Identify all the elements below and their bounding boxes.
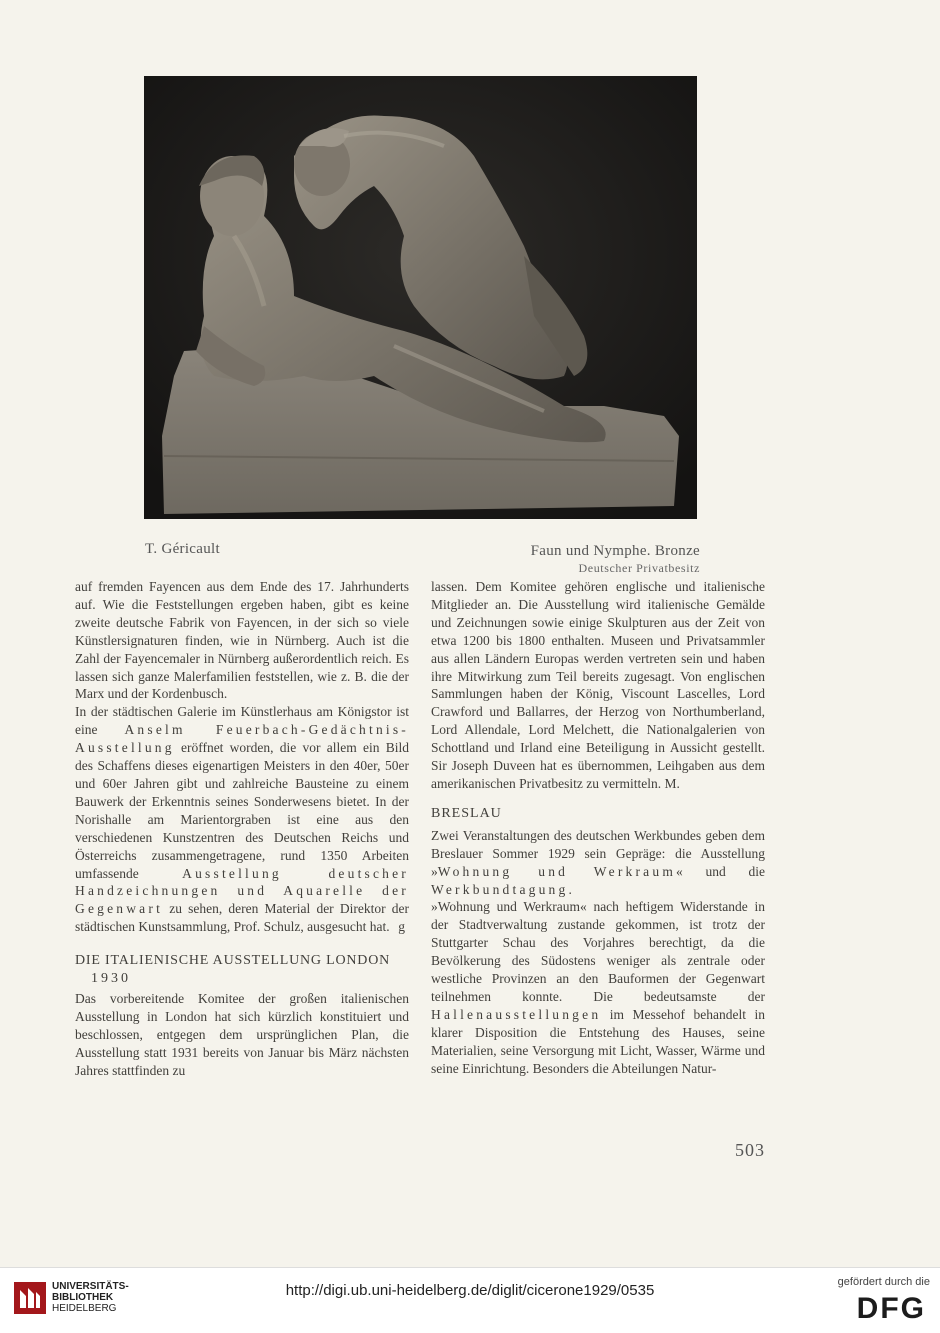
paragraph-text: »Wohnung und Werkraum« nach heftigem Widerstande in der Stadtverwaltung zustande gekommen, ist trotz der Stuttgarter Schau des Vorjahres berechtigt, da die Bevölkerung des Südostens weniger als zentrale oder westliche Provinzen an den Bauformen der Gegenwart teilnehmen konnte. Die bedeutsamste der [431, 899, 765, 1004]
sculpture-image [144, 76, 697, 519]
section-heading-year: 1930 [91, 971, 131, 987]
author-mark: g [398, 919, 405, 935]
library-name-line3: HEIDELBERG [52, 1303, 117, 1314]
paragraph-text: eröffnet worden, die vor allem ein Bild des Schaffens dieses eigenartigen Meisters in den 40er, 50er und 60er Jahren gibt und zahlreiche Bausteine zu einem Bauwerk der Erkenntnis seines Sonderwesens bietet. In der Norishalle am Marientorgraben ist eine aus den verschiedenen Kunstzentren des Deutschen Reichs und Österreichs zusammengetragene, rund 1350 Arbeiten umfassende [75, 740, 410, 881]
emphasized-text: Hallenausstellungen [431, 1006, 602, 1022]
dfg-logo: DFG [856, 1292, 926, 1325]
funded-by-label: gefördert durch die [837, 1276, 930, 1288]
text-column-left [75, 578, 409, 1080]
page-number: 503 [735, 1140, 765, 1160]
paragraph-text: In der städtischen Galerie im Künstlerhaus am Königstor ist eine [75, 704, 409, 738]
library-name-line2: BIBLIOTHEK [52, 1292, 114, 1303]
paragraph [431, 827, 765, 899]
paragraph-text: . [568, 881, 572, 897]
paragraph: lassen. Dem Komitee gehören englische und italienische Mitglieder an. Die Ausstellung wird italienische Gemälde und Zeichnungen sowie einige Skulpturen aus der Zeit von etwa 1200 bis 1800 enthalten. Museen und Privatsammler aus allen Ländern Europas werden vertreten sein und haben ihre Mitwirkung zum Teil bereits zugesagt. Von englischen Sammlungen haben der König, Viscount Lascelles, Lord Crawford und Ballarres, der Herzog von Northumberland, Lord Allendale, Lord Melchett, die Nationalgalerien von Schottland und Irland eine Beteiligung in Aussicht gestellt. Sir Joseph Duveen hat es übernommen, Leihgaben aus dem amerikanischen Privatbesitz zu vermitteln. M. [431, 579, 765, 791]
photo-caption-artist: T. Géricault [145, 541, 220, 557]
paragraph-text: zu sehen, deren Material der Direktor der städtischen Kunstsammlung, Prof. Schulz, ausgesucht hat. [75, 901, 409, 935]
footer-bar [0, 1267, 940, 1333]
library-name-line1: UNIVERSITÄTS- [52, 1281, 129, 1292]
document-url-link[interactable]: http://digi.ub.uni-heidelberg.de/diglit/cicerone1929/0535 [285, 1282, 655, 1299]
paragraph: auf fremden Fayencen aus dem Ende des 17. Jahrhunderts auf. Wie die Feststellungen ergeben haben, gibt es keine zweite deutsche Fabrik von Fayencen, in der sich so viele Künstlersignaturen finden, wie in Nürnberg. Auch ist die Zahl der Fayencemaler in Nürnberg außerordentlich reich. Es lassen sich ganze Malerfamilien feststellen, wie z. B. die der Marx und der Kordenbusch. [75, 579, 409, 702]
text-column-right [431, 578, 765, 1077]
paragraph [75, 703, 409, 936]
section-heading: BRESLAU [431, 805, 502, 821]
paragraph-text: Zwei Veranstaltungen des deutschen Werkbundes geben dem Breslauer Sommer 1929 sein Gepräge: die Ausstellung » [431, 827, 765, 879]
paragraph-text: « und die [676, 863, 765, 879]
emphasized-text: Anselm Feuerbach-Gedächtnis-Ausstellung [75, 722, 410, 756]
emphasized-text: Wohnung und Werkraum [437, 863, 677, 879]
photo-caption [531, 543, 700, 576]
section-heading-title: DIE ITALIENISCHE AUSSTELLUNG LONDON [75, 953, 391, 969]
emphasized-text: Werkbundtagung [431, 881, 569, 897]
photo-caption-title: Faun und Nymphe. Bronze [530, 543, 700, 559]
paragraph: Das vorbereitende Komitee der großen italienischen Ausstellung in London hat sich kürzlich konstituiert und beschlossen, entgegen dem ursprünglichen Plan, die Ausstellung statt 1931 bereits von Januar bis März nächsten Jahres stattfinden zu [75, 991, 409, 1078]
emphasized-text: Ausstellung deutscher Handzeichnungen und Aquarelle der Gegenwart [75, 865, 409, 917]
paragraph-text: im Messehof behandelt in klarer Disposition die Entstehung des Hauses, seine Materialien, seine Versorgung mit Licht, Wasser, Wärme und seine Einrichtung. Besonders die Abteilungen Natur- [431, 1006, 765, 1076]
section-heading [75, 952, 409, 988]
photo-caption-provenance: Deutscher Privatbesitz [578, 561, 700, 575]
paragraph [431, 898, 765, 1077]
sculpture-photograph [144, 76, 697, 519]
